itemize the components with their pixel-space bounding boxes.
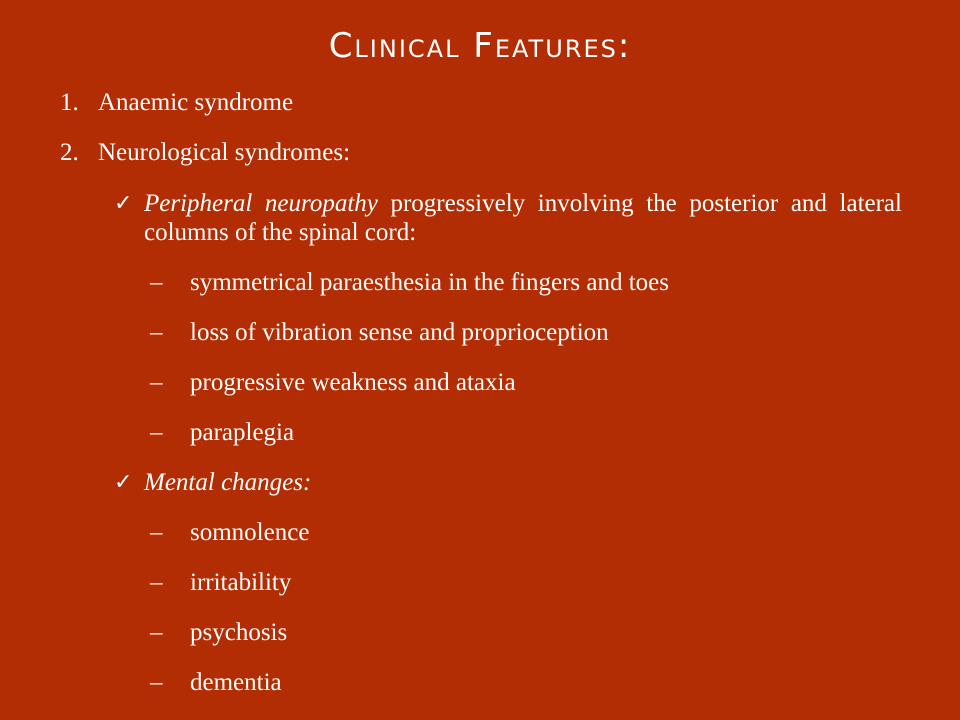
sub-item-text: paraplegia bbox=[190, 419, 295, 446]
dash-bullet: – bbox=[150, 619, 163, 646]
peripheral-emphasis: Peripheral neuropathy bbox=[144, 190, 378, 217]
item-text: Neurological syndromes: bbox=[98, 139, 351, 166]
sub-item-text: psychosis bbox=[190, 619, 288, 646]
item-number: 1. bbox=[60, 89, 79, 116]
slide-title: Clinical Features: bbox=[328, 26, 632, 66]
dash-bullet: – bbox=[150, 569, 163, 596]
dash-bullet: – bbox=[150, 369, 163, 396]
peripheral-neuropathy-text bbox=[144, 189, 902, 247]
dash-bullet: – bbox=[150, 669, 163, 696]
dash-bullet: – bbox=[150, 319, 163, 346]
sub-item-text: somnolence bbox=[190, 519, 310, 546]
sub-item-text: progressive weakness and ataxia bbox=[190, 369, 516, 396]
dash-bullet: – bbox=[150, 269, 163, 296]
dash-bullet: – bbox=[150, 519, 163, 546]
sub-item-text: dementia bbox=[190, 669, 282, 696]
item-text: Anaemic syndrome bbox=[98, 89, 294, 116]
dash-bullet: – bbox=[150, 419, 163, 446]
mental-emphasis: Mental changes: bbox=[144, 469, 312, 496]
check-icon: ✓ bbox=[114, 191, 133, 216]
peripheral-rest: progressively involving the posterior and lateral columns of the spinal cord: bbox=[144, 190, 902, 246]
item-number: 2. bbox=[60, 139, 79, 166]
check-icon: ✓ bbox=[114, 470, 133, 495]
sub-item-text: symmetrical paraesthesia in the fingers and toes bbox=[190, 269, 670, 296]
sub-item-text: loss of vibration sense and proprioception bbox=[190, 319, 609, 346]
sub-item-text: irritability bbox=[190, 569, 292, 596]
